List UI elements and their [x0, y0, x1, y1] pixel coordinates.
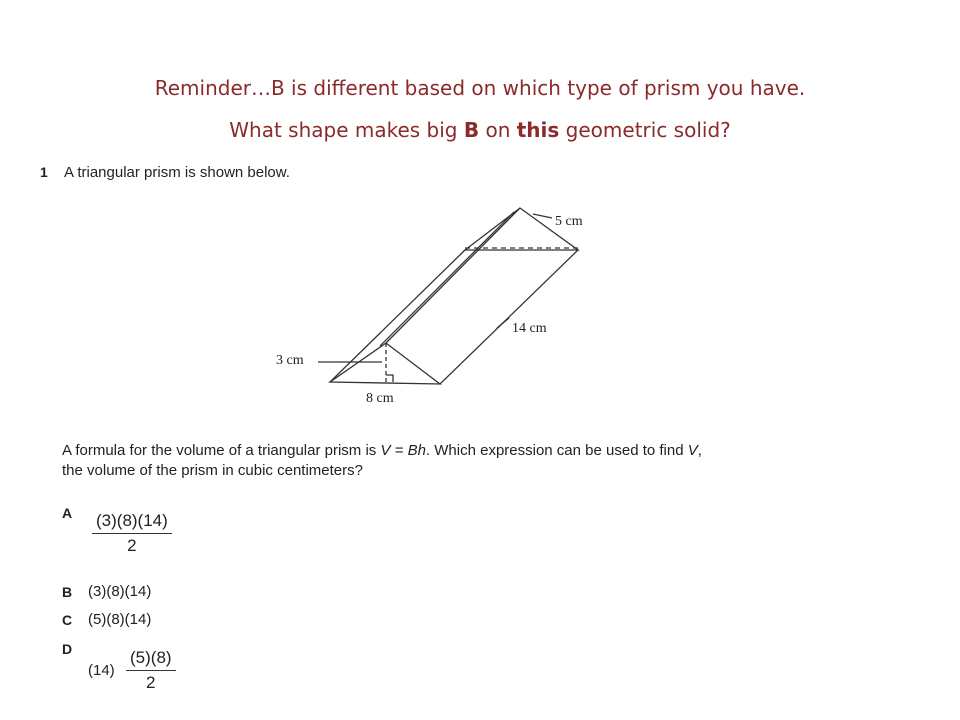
- prism-front-face: [330, 343, 440, 384]
- option-d-fraction[interactable]: [126, 648, 176, 693]
- length-leader: [497, 318, 509, 328]
- label-base: 8 cm: [366, 391, 394, 406]
- prompt-text-mid: . Which expression can be used to find: [425, 442, 688, 459]
- heading-text-pre: What shape makes big: [229, 118, 464, 142]
- prompt-text-post: ,: [697, 442, 702, 459]
- option-a-fraction[interactable]: [92, 511, 172, 556]
- question-prompt: [62, 441, 822, 481]
- option-c-letter[interactable]: C: [62, 612, 73, 628]
- prompt-formula: V = Bh: [380, 442, 426, 459]
- heading-text-mid: on: [479, 118, 517, 142]
- option-b-text[interactable]: (3)(8)(14): [88, 583, 152, 600]
- option-d-letter[interactable]: D: [62, 641, 73, 657]
- top-leader: [533, 214, 552, 218]
- reminder-heading: Reminder…B is different based on which type of prism you have.: [154, 76, 806, 100]
- label-top: 5 cm: [555, 214, 583, 229]
- heading-big-b: B: [463, 118, 480, 142]
- option-b-letter[interactable]: B: [62, 584, 73, 600]
- prism-edge-right: [440, 250, 578, 384]
- option-a-denominator: 2: [127, 536, 137, 555]
- label-length: 14 cm: [512, 321, 547, 336]
- option-d-denominator: 2: [146, 673, 156, 692]
- heading-text-post: geometric solid?: [559, 118, 731, 142]
- label-height: 3 cm: [276, 353, 304, 368]
- option-a-numerator: (3)(8)(14): [92, 511, 172, 534]
- prompt-line2: the volume of the prism in cubic centimeters?: [62, 462, 363, 479]
- heading-this: this: [516, 118, 560, 142]
- prompt-variable: V: [687, 442, 698, 459]
- prompt-text-pre: A formula for the volume of a triangular prism is: [62, 442, 381, 459]
- option-d-numerator: (5)(8): [126, 648, 176, 671]
- option-d-prefix[interactable]: (14): [88, 662, 115, 679]
- prism-edge-ridge-inner: [380, 212, 514, 346]
- question-text: A triangular prism is shown below.: [64, 164, 290, 181]
- option-c-text[interactable]: (5)(8)(14): [88, 611, 152, 628]
- question-number: 1: [40, 164, 48, 180]
- right-angle-mark: [386, 375, 393, 382]
- prism-edge-ridge: [386, 208, 520, 343]
- option-a-letter[interactable]: A: [62, 505, 73, 521]
